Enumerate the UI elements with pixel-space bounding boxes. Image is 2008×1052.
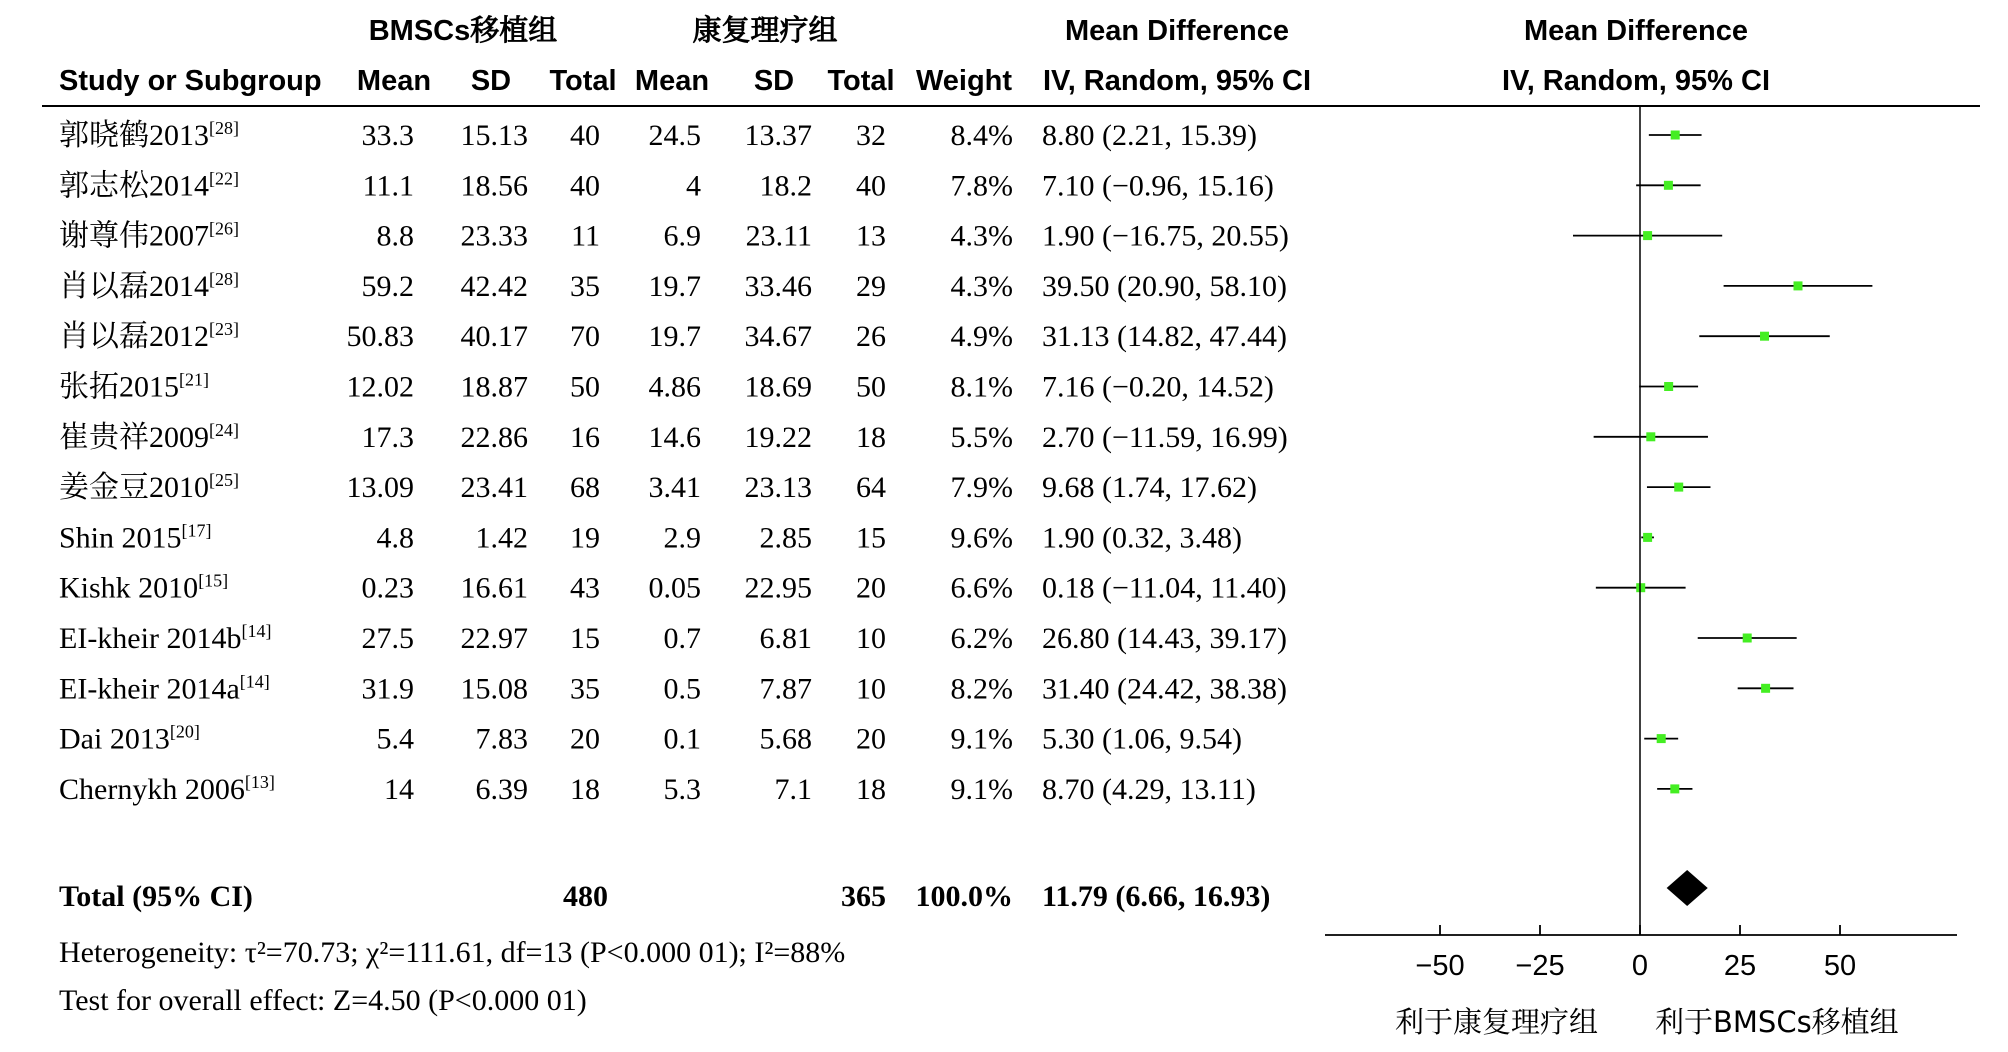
heterogeneity-text: Heterogeneity: τ²=70.73; χ²=111.61, df=13 (P<0.000 01); I²=88% <box>59 936 846 969</box>
forest-plot-area <box>1325 106 1957 982</box>
mean2-cell: 4.86 <box>648 370 701 404</box>
ci-cell: 7.16 (−0.20, 14.52) <box>1042 370 1274 404</box>
total2-cell: 26 <box>856 320 886 354</box>
weight-cell: 4.9% <box>950 320 1013 354</box>
study-name-text: EI-kheir 2014b <box>59 622 242 655</box>
study-ref: [28] <box>209 268 239 289</box>
study-name-text: 肖以磊2012 <box>59 320 209 354</box>
sd2-cell: 13.37 <box>744 119 812 152</box>
point-estimate <box>1664 181 1673 190</box>
study-ref: [25] <box>209 470 239 491</box>
mean1-cell: 5.4 <box>376 722 414 756</box>
ci-cell: 39.50 (20.90, 58.10) <box>1042 269 1287 303</box>
header-sd2: SD <box>753 65 795 97</box>
total1-cell: 43 <box>570 571 600 605</box>
point-estimate <box>1643 231 1652 240</box>
study-name-text: 郭晓鹤2013 <box>59 119 209 152</box>
sd1-cell: 40.17 <box>460 320 528 354</box>
study-name <box>59 118 239 152</box>
sd1-cell: 23.41 <box>460 471 528 505</box>
ci-cell: 1.90 (0.32, 3.48) <box>1042 521 1242 555</box>
mean2-cell: 4 <box>686 169 701 203</box>
mean1-cell: 0.23 <box>361 571 414 605</box>
sd1-cell: 18.87 <box>460 370 528 404</box>
study-ref: [22] <box>209 168 239 189</box>
total2-cell: 50 <box>856 370 886 404</box>
x-tick-label: −50 <box>1415 950 1465 982</box>
mean1-cell: 27.5 <box>361 622 414 655</box>
point-estimate <box>1743 634 1752 643</box>
mean1-cell: 59.2 <box>361 269 414 303</box>
sd1-cell: 16.61 <box>460 571 528 605</box>
header-total1: Total <box>549 65 617 97</box>
favours-right-label: 利于BMSCs移植组 <box>1655 1005 1899 1039</box>
overall-effect-text: Test for overall effect: Z=4.50 (P<0.000 01) <box>59 984 587 1017</box>
sd1-cell: 7.83 <box>475 722 528 756</box>
weight-cell: 5.5% <box>950 420 1013 454</box>
sd2-cell: 6.81 <box>759 622 812 655</box>
study-ref: [13] <box>244 771 275 792</box>
mean1-cell: 12.02 <box>346 370 414 404</box>
study-ref: [14] <box>239 671 270 692</box>
mean2-cell: 19.7 <box>648 320 701 354</box>
study-name-text: 姜金豆2010 <box>59 471 209 505</box>
sd2-cell: 18.69 <box>744 370 812 404</box>
table-row <box>59 118 1257 152</box>
study-name <box>59 671 270 705</box>
ci-cell: 26.80 (14.43, 39.17) <box>1042 622 1287 655</box>
weight-cell: 9.1% <box>950 722 1013 756</box>
ci-cell: 1.90 (−16.75, 20.55) <box>1042 219 1289 253</box>
header-sd1: SD <box>470 65 512 97</box>
ci-cell: 8.80 (2.21, 15.39) <box>1042 119 1257 152</box>
total2-cell: 20 <box>856 571 886 605</box>
study-name-text: 肖以磊2014 <box>59 269 209 303</box>
mean2-cell: 14.6 <box>648 420 701 454</box>
table-row <box>59 722 1242 756</box>
study-ref: [28] <box>209 118 239 138</box>
sd1-cell: 42.42 <box>460 269 528 303</box>
point-estimate <box>1674 483 1683 492</box>
sd2-cell: 33.46 <box>744 269 812 303</box>
sd1-cell: 1.42 <box>475 521 528 555</box>
study-name-text: 张拓2015 <box>59 370 179 404</box>
total2-cell: 18 <box>856 772 886 806</box>
sd2-cell: 23.13 <box>744 471 812 505</box>
point-estimate <box>1670 784 1679 793</box>
mean2-cell: 0.05 <box>648 571 701 605</box>
weight-cell: 6.2% <box>950 622 1013 655</box>
ci-cell: 2.70 (−11.59, 16.99) <box>1042 420 1288 454</box>
total1-cell: 19 <box>570 521 600 555</box>
study-name <box>59 621 271 655</box>
mean1-cell: 14 <box>384 772 414 806</box>
table-row <box>59 621 1287 655</box>
ci-cell: 5.30 (1.06, 9.54) <box>1042 722 1242 756</box>
study-name-text: Dai 2013 <box>59 722 170 756</box>
ci-cell: 8.70 (4.29, 13.11) <box>1042 772 1256 806</box>
total2-cell: 29 <box>856 269 886 303</box>
header-group2: 康复理疗组 <box>692 15 838 47</box>
study-ref: [15] <box>198 570 229 591</box>
total1-cell: 40 <box>570 169 600 203</box>
weight-cell: 8.4% <box>950 119 1013 152</box>
point-estimate <box>1761 684 1770 693</box>
total1-cell: 68 <box>570 471 600 505</box>
total1-cell: 15 <box>570 622 600 655</box>
weight-cell: 9.1% <box>950 772 1013 806</box>
header-mean2: Mean <box>634 65 710 97</box>
table-row <box>59 370 1274 404</box>
total-total2: 365 <box>841 880 886 913</box>
table-row <box>59 269 1287 303</box>
total2-cell: 13 <box>856 219 886 253</box>
mean1-cell: 8.8 <box>376 219 414 253</box>
total2-cell: 18 <box>856 420 886 454</box>
study-ref: [24] <box>209 419 239 440</box>
mean1-cell: 31.9 <box>361 672 414 706</box>
study-name-text: Kishk 2010 <box>59 571 199 605</box>
mean1-cell: 50.83 <box>346 320 414 354</box>
study-ref: [14] <box>241 621 272 641</box>
study-name-text: Shin 2015 <box>59 521 182 555</box>
mean2-cell: 0.1 <box>663 722 701 756</box>
x-tick-label: −25 <box>1515 950 1565 982</box>
ci-cell: 31.40 (24.42, 38.38) <box>1042 672 1287 706</box>
total2-cell: 40 <box>856 169 886 203</box>
sd1-cell: 6.39 <box>475 772 528 806</box>
table-row <box>59 772 1256 806</box>
study-name <box>59 168 239 202</box>
sd2-cell: 5.68 <box>759 722 812 756</box>
weight-cell: 8.2% <box>950 672 1013 706</box>
study-ref: [26] <box>209 218 239 239</box>
point-estimate <box>1643 533 1652 542</box>
ci-cell: 0.18 (−11.04, 11.40) <box>1042 571 1287 605</box>
total2-cell: 15 <box>856 521 886 555</box>
study-name <box>59 722 200 756</box>
sd2-cell: 7.87 <box>759 672 812 706</box>
study-ref: [23] <box>209 319 239 340</box>
table-row <box>59 520 1242 554</box>
header-study: Study or Subgroup <box>59 65 322 97</box>
header-mean1: Mean <box>356 65 432 97</box>
study-name <box>59 772 275 806</box>
total2-cell: 20 <box>856 722 886 756</box>
study-name <box>59 319 239 353</box>
mean2-cell: 0.7 <box>663 622 701 655</box>
table-row <box>59 319 1287 353</box>
sd2-cell: 19.22 <box>744 420 812 454</box>
total1-cell: 35 <box>570 672 600 706</box>
study-name-text: 谢尊伟2007 <box>59 219 209 253</box>
sd2-cell: 23.11 <box>745 219 812 253</box>
sd2-cell: 34.67 <box>744 320 812 354</box>
sd1-cell: 18.56 <box>460 169 528 203</box>
table-row <box>59 219 1289 253</box>
weight-cell: 7.9% <box>950 471 1013 505</box>
mean2-cell: 6.9 <box>663 219 701 253</box>
mean2-cell: 3.41 <box>648 471 701 505</box>
study-name <box>59 370 209 404</box>
x-tick-label: 50 <box>1823 950 1857 982</box>
study-name <box>59 571 228 605</box>
sd1-cell: 15.13 <box>460 119 528 152</box>
study-name <box>59 420 239 454</box>
total1-cell: 11 <box>571 219 600 253</box>
table-row <box>59 420 1288 454</box>
total1-cell: 20 <box>570 722 600 756</box>
table-row <box>59 571 1287 605</box>
mean1-cell: 11.1 <box>362 169 414 203</box>
point-estimate <box>1794 281 1803 290</box>
header-group1: BMSCs移植组 <box>368 15 558 47</box>
total1-cell: 40 <box>570 119 600 152</box>
total1-cell: 35 <box>570 269 600 303</box>
total-weight: 100.0% <box>915 880 1013 913</box>
sd1-cell: 22.97 <box>460 622 528 655</box>
total1-cell: 16 <box>570 420 600 454</box>
weight-cell: 7.8% <box>950 169 1013 203</box>
mean2-cell: 2.9 <box>663 521 701 555</box>
table-row <box>59 168 1274 202</box>
mean1-cell: 13.09 <box>346 471 414 505</box>
header-md-method: IV, Random, 95% CI <box>1042 65 1312 97</box>
total-ci: 11.79 (6.66, 16.93) <box>1042 880 1271 913</box>
study-name-text: 郭志松2014 <box>59 169 209 203</box>
sd2-cell: 18.2 <box>759 169 812 203</box>
total2-cell: 64 <box>856 471 886 505</box>
point-estimate <box>1646 432 1655 441</box>
x-tick-label: 25 <box>1723 950 1757 982</box>
point-estimate <box>1657 734 1666 743</box>
sd2-cell: 2.85 <box>759 521 812 555</box>
sd1-cell: 23.33 <box>460 219 528 253</box>
total-total1: 480 <box>563 880 608 913</box>
weight-cell: 8.1% <box>950 370 1013 404</box>
study-name <box>59 269 239 303</box>
study-name <box>59 470 239 504</box>
weight-cell: 4.3% <box>950 219 1013 253</box>
point-estimate <box>1671 131 1680 140</box>
ci-cell: 7.10 (−0.96, 15.16) <box>1042 169 1274 203</box>
study-name <box>59 520 212 554</box>
pooled-diamond <box>1667 870 1708 906</box>
study-ref: [21] <box>179 369 209 390</box>
mean2-cell: 5.3 <box>663 772 701 806</box>
total1-cell: 18 <box>570 772 600 806</box>
sd1-cell: 22.86 <box>460 420 528 454</box>
sd2-cell: 7.1 <box>774 772 812 806</box>
weight-cell: 6.6% <box>950 571 1013 605</box>
study-name-text: 崔贵祥2009 <box>59 420 209 454</box>
point-estimate <box>1664 382 1673 391</box>
weight-cell: 9.6% <box>950 521 1013 555</box>
study-ref: [20] <box>169 721 200 742</box>
study-rows <box>59 118 1289 806</box>
total1-cell: 50 <box>570 370 600 404</box>
total-label: Total (95% CI) <box>59 880 253 913</box>
header-weight: Weight <box>915 65 1013 97</box>
total1-cell: 70 <box>570 320 600 354</box>
total2-cell: 10 <box>856 672 886 706</box>
header-md-top: Mean Difference <box>1064 15 1290 47</box>
favours-left-label: 利于康复理疗组 <box>1395 1005 1599 1039</box>
mean1-cell: 17.3 <box>361 420 414 454</box>
mean2-cell: 0.5 <box>663 672 701 706</box>
total2-cell: 32 <box>856 119 886 152</box>
header-total2: Total <box>827 65 895 97</box>
header-plot-top: Mean Difference <box>1523 15 1749 47</box>
weight-cell: 4.3% <box>950 269 1013 303</box>
study-name-text: EI-kheir 2014a <box>59 672 240 706</box>
sd1-cell: 15.08 <box>460 672 528 706</box>
study-ref: [17] <box>181 520 212 541</box>
mean1-cell: 33.3 <box>361 119 414 152</box>
mean2-cell: 24.5 <box>648 119 701 152</box>
x-tick-label: 0 <box>1631 950 1649 982</box>
total2-cell: 10 <box>856 622 886 655</box>
study-name <box>59 219 239 253</box>
table-row <box>59 470 1257 504</box>
sd2-cell: 22.95 <box>744 571 812 605</box>
header-plot-method: IV, Random, 95% CI <box>1501 65 1771 97</box>
mean1-cell: 4.8 <box>376 521 414 555</box>
mean2-cell: 19.7 <box>648 269 701 303</box>
point-estimate <box>1760 332 1769 341</box>
table-row <box>59 671 1287 705</box>
study-name-text: Chernykh 2006 <box>59 772 245 806</box>
ci-cell: 31.13 (14.82, 47.44) <box>1042 320 1287 354</box>
ci-cell: 9.68 (1.74, 17.62) <box>1042 471 1257 505</box>
